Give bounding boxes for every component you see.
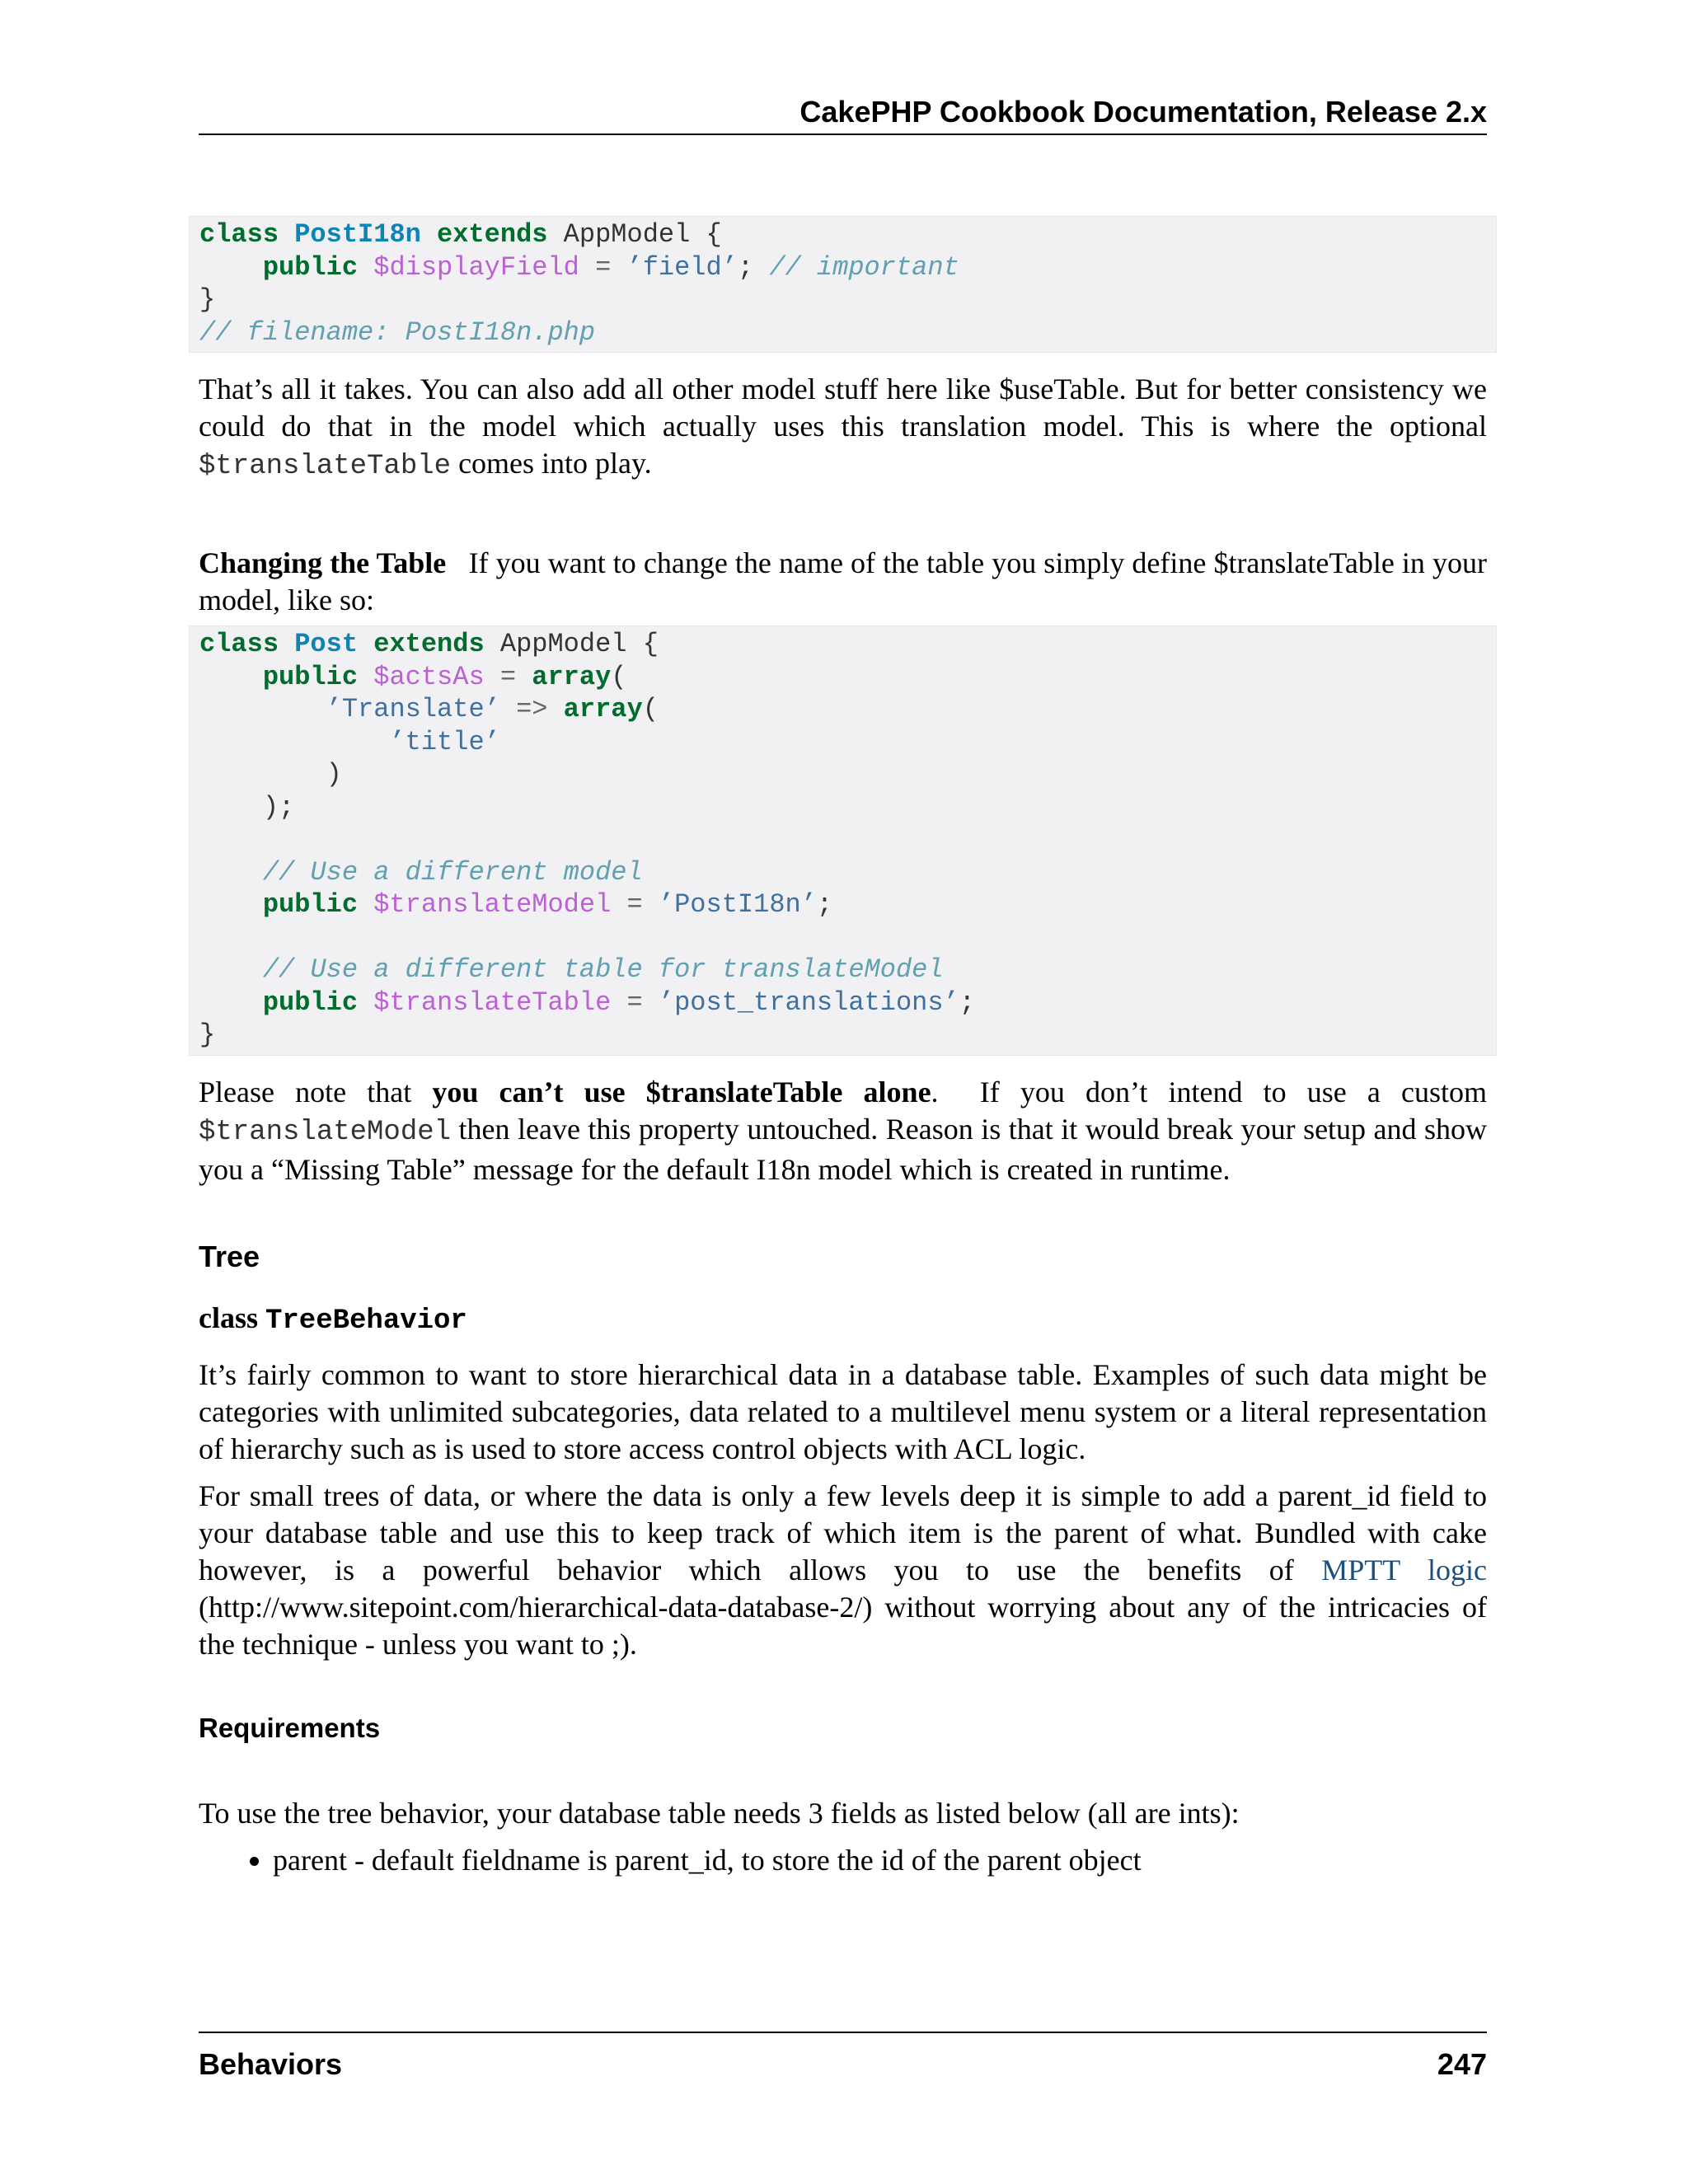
inline-code: $translateModel xyxy=(199,1116,452,1148)
code-text: AppModel { xyxy=(499,629,659,659)
code-line xyxy=(199,856,1486,889)
class-signature xyxy=(199,1300,1487,1340)
code-variable: $actsAs xyxy=(373,661,485,692)
code-keyword: public xyxy=(262,251,359,283)
code-operator: => xyxy=(516,694,548,724)
code-line xyxy=(199,726,1486,759)
code-line xyxy=(199,1019,1486,1052)
code-keyword: public xyxy=(262,661,359,692)
code-line xyxy=(199,661,1486,694)
code-text: ; xyxy=(959,987,975,1018)
code-keyword: class xyxy=(199,629,279,659)
code-string: ’post_translations’ xyxy=(658,987,959,1018)
text: Please note that xyxy=(199,1075,433,1108)
code-string: ’PostI18n’ xyxy=(658,889,817,920)
text: . If you don’t intend to use a custom xyxy=(931,1075,1494,1108)
code-keyword: extends xyxy=(437,219,548,250)
code-text: } xyxy=(199,284,216,315)
code-keyword: array xyxy=(532,661,612,692)
code-keyword: class xyxy=(199,219,279,250)
code-string: ’Translate’ xyxy=(326,694,500,724)
code-string: ’field’ xyxy=(626,251,738,283)
code-string: ’title’ xyxy=(389,726,500,757)
emphasis: you can’t use $translateTable alone xyxy=(432,1075,931,1108)
text: comes into play. xyxy=(451,447,652,480)
code-variable: $translateTable xyxy=(373,987,612,1018)
paragraph-tree-mptt xyxy=(199,1478,1487,1663)
text: (http://www.sitepoint.com/hierarchical-data-database-2/) without worrying about any of the intricacies of the technique - unless you want to ;). xyxy=(199,1590,1487,1661)
header-title: CakePHP Cookbook Documentation, Release 2.x xyxy=(799,95,1487,129)
run-in-heading: Changing the Table xyxy=(199,546,447,579)
code-keyword: public xyxy=(262,889,359,920)
code-keyword: public xyxy=(262,987,359,1018)
code-line xyxy=(199,888,1486,921)
section-heading-tree: Tree xyxy=(199,1239,260,1273)
requirements-list xyxy=(199,1842,1487,1879)
code-comment: // Use a different model xyxy=(262,856,643,888)
mptt-logic-link[interactable]: MPTT logic xyxy=(1321,1553,1488,1586)
code-line xyxy=(199,954,1486,987)
code-line xyxy=(199,987,1486,1019)
code-line xyxy=(199,628,1486,661)
code-text: } xyxy=(199,1019,216,1050)
code-block-post xyxy=(189,626,1497,1056)
code-comment: // Use a different table for translateModel xyxy=(262,954,944,985)
paragraph-translation-model xyxy=(199,371,1487,485)
subsection-heading-requirements: Requirements xyxy=(199,1712,381,1743)
code-text: AppModel { xyxy=(563,219,722,250)
code-line xyxy=(199,316,1486,349)
code-line xyxy=(199,218,1486,251)
code-keyword: array xyxy=(563,694,643,724)
code-class-name: PostI18n xyxy=(294,219,421,250)
code-keyword: extends xyxy=(373,629,485,659)
text: If you want to change the name of the table you simply define $translateTable in your model, like so: xyxy=(199,546,1494,616)
code-text: ); xyxy=(262,791,295,823)
code-line xyxy=(199,758,1486,791)
code-line-blank xyxy=(199,921,1486,954)
code-operator: = xyxy=(626,889,643,920)
footer-section: Behaviors xyxy=(199,2047,343,2081)
code-text: ) xyxy=(326,759,342,790)
code-operator: = xyxy=(595,251,612,283)
paragraph-requirements: To use the tree behavior, your database table needs 3 fields as listed below (all are ints): xyxy=(199,1796,1240,1830)
paragraph-changing-table xyxy=(199,545,1494,619)
text: For small trees of data, or where the data is only a few levels deep it is simple to add a parent_id field to your database table and use this to keep track of which item is the parent of what. Bundled with cake however, is a powerful behavior which allows you to use the benefits of xyxy=(199,1479,1487,1586)
text: then leave this property untouched. Reason is that it would break your setup and show you a “Missing Table” message for the default I18n model which is created in runtime. xyxy=(199,1112,1487,1186)
text: That’s all it takes. You can also add all other model stuff here like $useTable. But for better consistency we could do that in the model which actually uses this translation model. This is where the optional xyxy=(199,373,1487,443)
page-number: 247 xyxy=(1437,2047,1487,2081)
code-line xyxy=(199,791,1486,824)
code-block-posti18n xyxy=(189,216,1497,353)
running-footer xyxy=(199,2032,1487,2079)
list-item: • parent - default fieldname is parent_id, to store the id of the parent object xyxy=(273,1842,1487,1879)
class-prefix: class xyxy=(199,1301,258,1334)
code-class-name: Post xyxy=(294,629,359,659)
class-name: TreeBehavior xyxy=(265,1305,467,1337)
code-line-blank xyxy=(199,823,1486,856)
paragraph-translate-table-note xyxy=(199,1074,1494,1188)
code-line xyxy=(199,251,1486,284)
code-line xyxy=(199,284,1486,316)
code-text: ; xyxy=(816,889,833,920)
code-variable: $displayField xyxy=(373,251,579,283)
running-header xyxy=(199,91,1487,135)
page-content xyxy=(199,216,1494,1879)
code-text: ( xyxy=(642,694,659,724)
code-variable: $translateModel xyxy=(373,889,612,920)
code-comment: // filename: PostI18n.php xyxy=(199,316,596,348)
code-comment: // important xyxy=(769,251,959,283)
code-operator: = xyxy=(499,661,517,692)
code-text: ( xyxy=(611,661,627,692)
paragraph-tree-intro: It’s fairly common to want to store hierarchical data in a database table. Examples of such data might be categories with unlimited subcategories, data related to a multilevel menu system or a literal representation of hierarchy such as is used to store access control objects with ACL logic. xyxy=(199,1357,1487,1465)
code-operator: = xyxy=(626,987,643,1018)
code-text: ; xyxy=(737,251,754,283)
inline-code: $translateTable xyxy=(199,451,452,482)
code-line xyxy=(199,693,1486,726)
